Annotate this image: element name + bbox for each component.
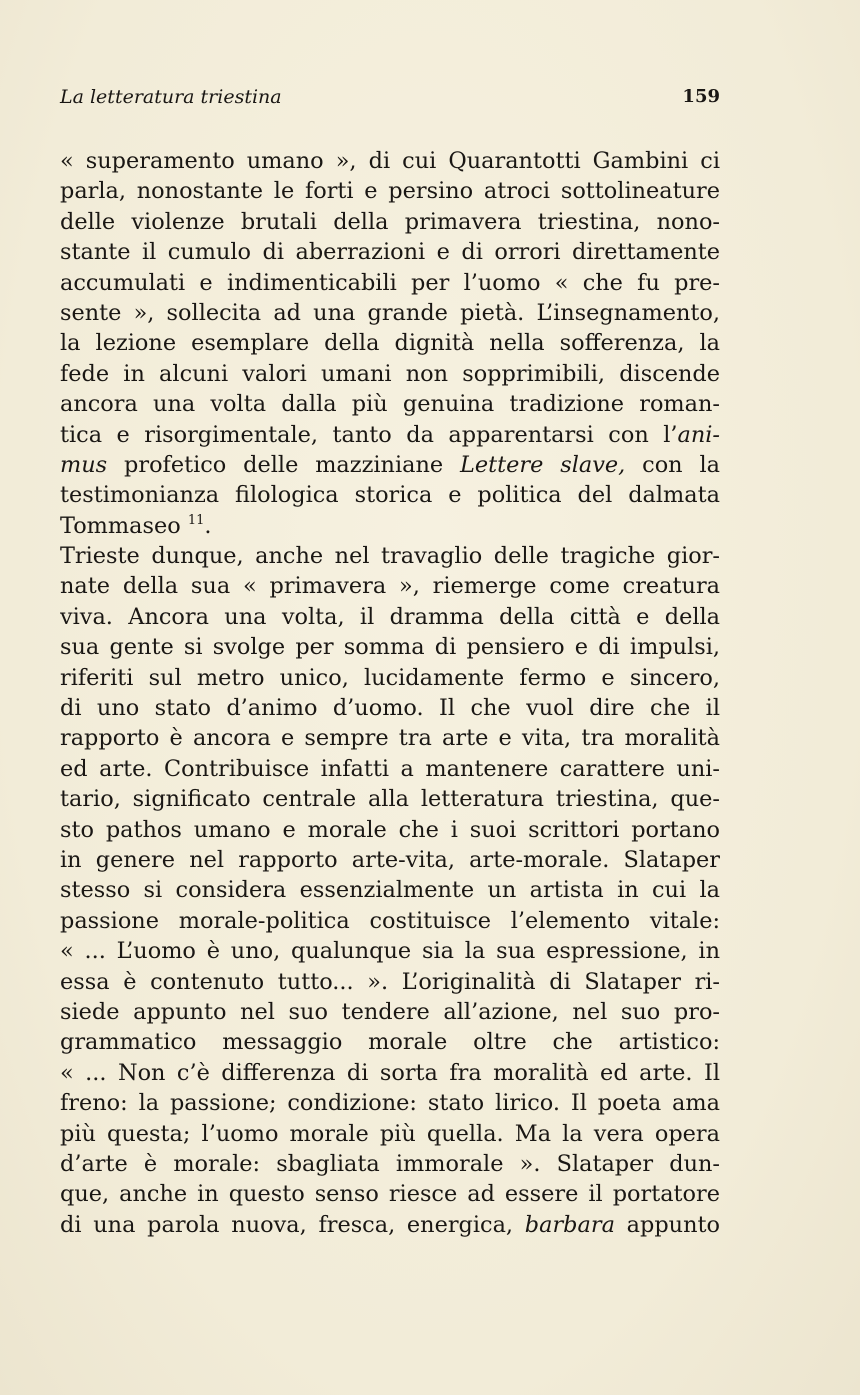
text-line: riferiti sul metro unico, lucidamente fermo e sincero, <box>60 664 720 691</box>
text-line: sua gente si svolge per somma di pensiero e di impulsi, <box>60 634 720 661</box>
text-line: grammatico messaggio morale oltre che artistico: <box>60 1029 720 1056</box>
text-line: di uno stato d’animo d’uomo. Il che vuol dire che il <box>60 695 720 722</box>
text-segment: con la <box>625 451 720 478</box>
text-line: fede in alcuni valori umani non sopprimibili, discende <box>60 360 720 387</box>
text-segment: profetico delle mazziniane <box>107 451 461 478</box>
text-line: la lezione esemplare della dignità nella sofferenza, la <box>60 330 720 357</box>
page-number: 159 <box>682 86 720 107</box>
text-line: sente », sollecita ad una grande pietà. L’insegnamento, <box>60 299 720 326</box>
text-line: ed arte. Contribuisce infatti a mantenere carattere uni- <box>60 755 720 782</box>
text-segment: di una parola nuova, fresca, energica, <box>60 1211 525 1238</box>
text-line: d’arte è morale: sbagliata immorale ». Slataper dun- <box>60 1150 720 1177</box>
text-line: « superamento umano », di cui Quarantotti Gambini ci <box>60 148 720 174</box>
text-line <box>60 450 720 480</box>
text-segment: appunto <box>614 1211 720 1238</box>
text-line: sto pathos umano e morale che i suoi scrittori portano <box>60 816 720 843</box>
italic-term: barbara <box>524 1211 615 1238</box>
text-line: rapporto è ancora e sempre tra arte e vita, tra moralità <box>60 725 720 752</box>
text-segment: tica e risorgimentale, tanto da apparentarsi con l’ <box>60 421 678 448</box>
italic-title: Lettere slave, <box>460 451 626 478</box>
text-line <box>60 511 720 541</box>
text-line: viva. Ancora una volta, il dramma della città e della <box>60 603 720 630</box>
text-line: essa è contenuto tutto... ». L’originalità di Slataper ri- <box>60 968 720 995</box>
italic-term: mus <box>60 451 108 478</box>
text-line <box>60 420 720 450</box>
text-line: in genere nel rapporto arte-vita, arte-morale. Slataper <box>60 846 720 873</box>
text-line: « ... L’uomo è uno, qualunque sia la sua espressione, in <box>60 938 720 965</box>
text-line: accumulati e indimenticabili per l’uomo « che fu pre- <box>60 269 720 296</box>
text-line: freno: la passione; condizione: stato lirico. Il poeta ama <box>60 1090 720 1117</box>
text-line: testimonianza filologica storica e politica del dalmata <box>60 482 720 509</box>
text-line: parla, nonostante le forti e persino atroci sottolineature <box>60 178 720 205</box>
text-segment: . <box>204 512 212 539</box>
text-segment: Tommaseo <box>60 512 188 539</box>
text-line: tario, significato centrale alla letteratura triestina, que- <box>60 786 720 813</box>
text-line: stesso si considera essenzialmente un artista in cui la <box>60 877 720 904</box>
text-line: siede appunto nel suo tendere all’azione, nel suo pro- <box>60 998 720 1025</box>
text-line: più questa; l’uomo morale più quella. Ma la vera opera <box>60 1120 720 1147</box>
text-line: que, anche in questo senso riesce ad essere il portatore <box>60 1181 720 1208</box>
text-line: nate della sua « primavera », riemerge come creatura <box>60 573 720 600</box>
text-line: ancora una volta dalla più genuina tradizione roman- <box>60 391 720 418</box>
running-title: La letteratura triestina <box>60 86 282 108</box>
text-line: passione morale-politica costituisce l’elemento vitale: <box>60 907 720 934</box>
text-line: « ... Non c’è differenza di sorta fra moralità ed arte. Il <box>60 1059 720 1086</box>
footnote-ref: 11 <box>187 512 205 528</box>
text-line: stante il cumulo di aberrazioni e di orrori direttamente <box>60 239 720 266</box>
running-head <box>60 86 720 114</box>
italic-term: ani- <box>677 421 720 448</box>
body-text <box>60 146 720 1240</box>
text-line: Trieste dunque, anche nel travaglio delle tragiche gior- <box>60 543 720 570</box>
text-line <box>60 1210 720 1240</box>
text-line: delle violenze brutali della primavera triestina, nono- <box>60 208 720 235</box>
